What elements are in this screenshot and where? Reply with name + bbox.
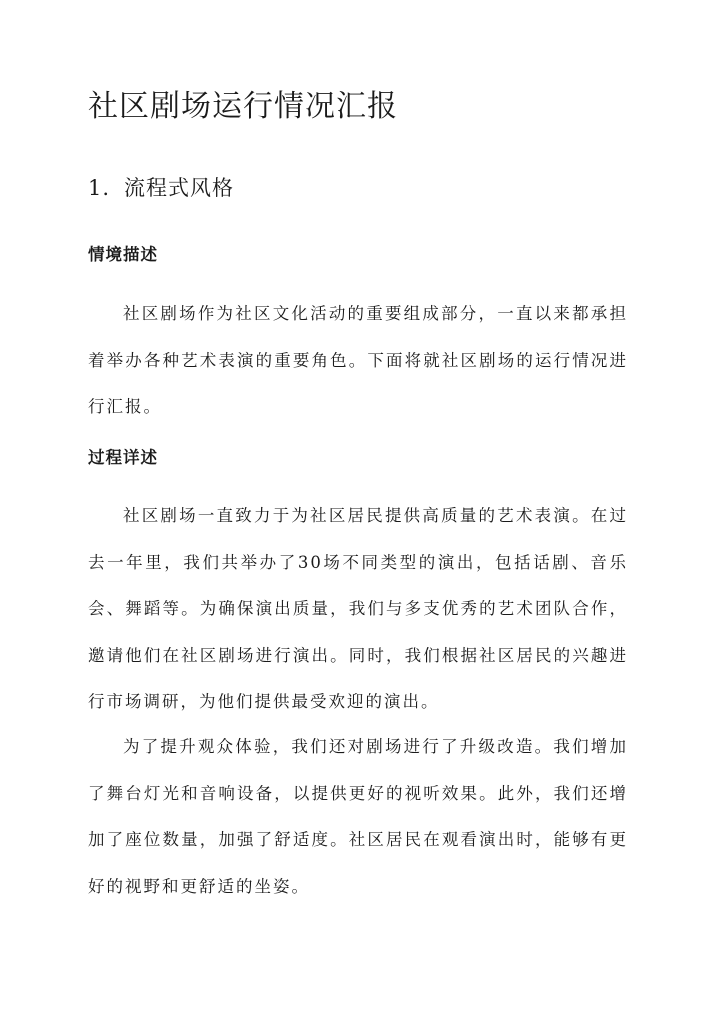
document-title: 社区剧场运行情况汇报	[88, 89, 398, 124]
paragraph-context: 社区剧场作为社区文化活动的重要组成部分，一直以来都承担着举办各种艺术表演的重要角色。下面将就社区剧场的运行情况进行汇报。	[88, 304, 628, 416]
paragraph-process-1: 社区剧场一直致力于为社区居民提供高质量的艺术表演。在过去一年里，我们共举办了30场不同类型的演出，包括话剧、音乐会、舞蹈等。为确保演出质量，我们与多支优秀的艺术团队合作，邀请他们在社区剧场进行演出。同时，我们根据社区居民的兴趣进行市场调研，为他们提供最受欢迎的演出。	[88, 506, 628, 711]
subsection-heading-process: 过程详述	[88, 448, 158, 467]
section-number: 1.	[88, 176, 111, 200]
section-title: 流程式风格	[124, 176, 235, 200]
paragraph-process-2: 为了提升观众体验，我们还对剧场进行了升级改造。我们增加了舞台灯光和音响设备，以提供更好的视听效果。此外，我们还增加了座位数量，加强了舒适度。社区居民在观看演出时，能够有更好的视野和更舒适的坐姿。	[88, 737, 628, 896]
section-heading	[88, 168, 234, 208]
subsection-heading-context: 情境描述	[88, 245, 158, 264]
